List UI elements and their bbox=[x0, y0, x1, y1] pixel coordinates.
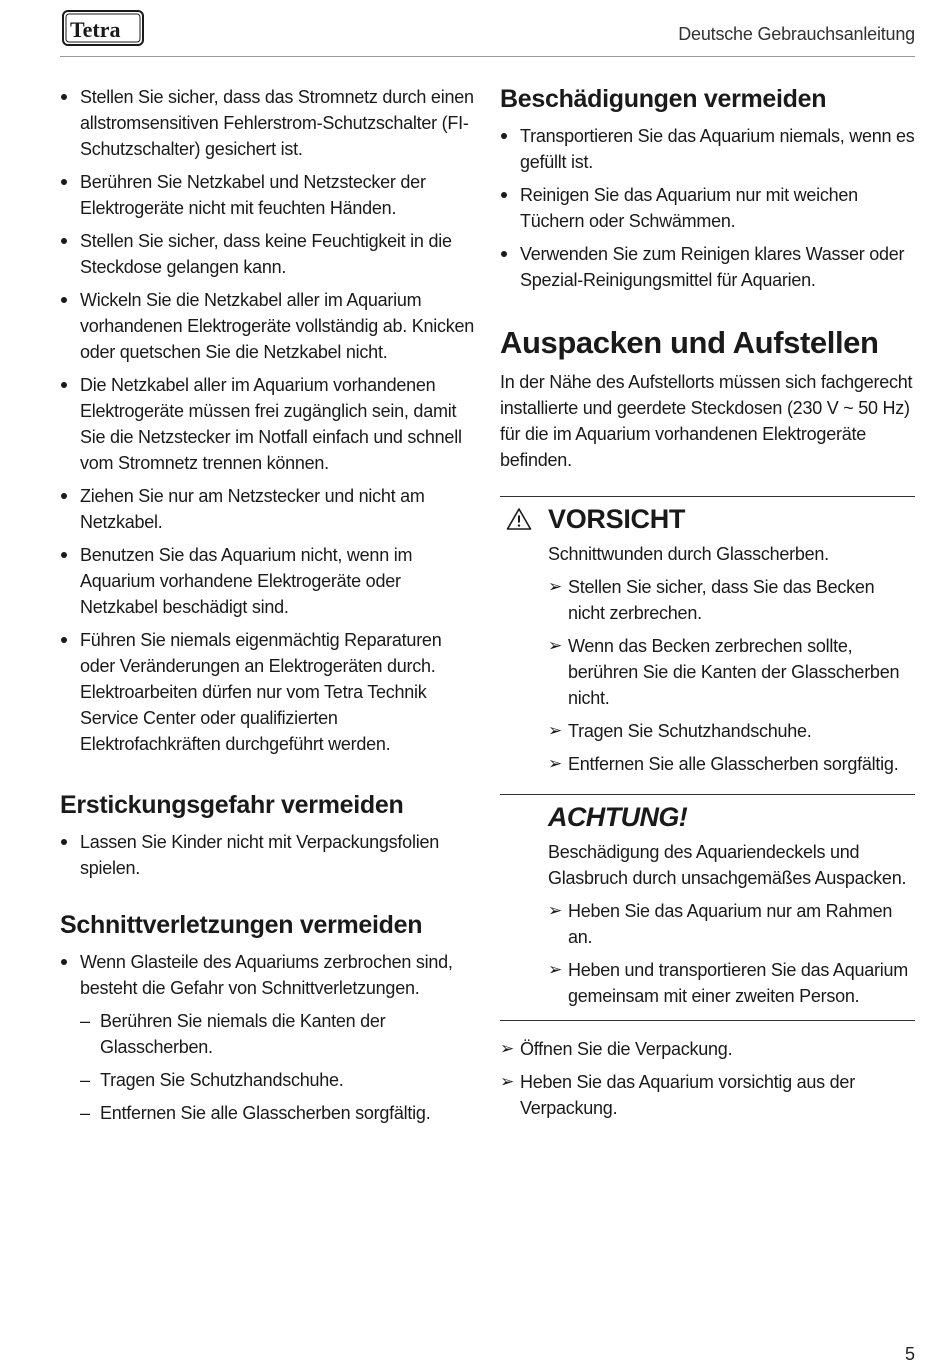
page-header bbox=[60, 8, 915, 57]
damage-list bbox=[500, 123, 915, 293]
right-column bbox=[500, 84, 915, 1128]
logo-wordmark: Tetra bbox=[70, 17, 121, 42]
document-title: Deutsche Gebrauchsanleitung bbox=[678, 24, 915, 44]
list-item: ➢ Wenn das Becken zerbrechen sollte, berühren Sie die Kanten der Glasscherben nicht. bbox=[548, 633, 915, 711]
list-item: Transportieren Sie das Aquarium niemals, wenn es gefüllt ist. bbox=[500, 123, 915, 175]
list-item: Stellen Sie sicher, dass keine Feuchtigkeit in die Steckdose gelangen kann. bbox=[60, 228, 478, 280]
list-item: Die Netzkabel aller im Aquarium vorhandenen Elektrogeräte müssen frei zugänglich sein, damit Sie die Netzstecker im Notfall einfach und schnell vom Stromnetz trennen können. bbox=[60, 372, 478, 476]
list-item: – Entfernen Sie alle Glasscherben sorgfältig. bbox=[60, 1100, 478, 1126]
warning-triangle-icon bbox=[506, 507, 532, 531]
list-item: Wenn Glasteile des Aquariums zerbrochen sind, besteht die Gefahr von Schnittverletzungen. bbox=[60, 949, 478, 1001]
electrical-safety-list bbox=[60, 84, 478, 757]
list-item: ➢ Stellen Sie sicher, dass Sie das Becken nicht zerbrechen. bbox=[548, 574, 915, 626]
unpack-text: In der Nähe des Aufstellorts müssen sich fachgerecht installierte und geerdete Steckdosen (230 V ~ 50 Hz) für die im Aquarium vorhandenen Elektrogeräte befinden. bbox=[500, 372, 913, 470]
suffocation-heading: Erstickungsgefahr vermeiden bbox=[60, 791, 404, 819]
page-number: 5 bbox=[904, 1344, 915, 1364]
caution-text: Schnittwunden durch Glasscherben. bbox=[548, 544, 829, 564]
list-item: Verwenden Sie zum Reinigen klares Wasser oder Spezial-Reinigungsmittel für Aquarien. bbox=[500, 241, 915, 293]
list-item: Ziehen Sie nur am Netzstecker und nicht am Netzkabel. bbox=[60, 483, 478, 535]
list-item: ➢ Öffnen Sie die Verpackung. bbox=[500, 1036, 915, 1062]
list-item: – Tragen Sie Schutzhandschuhe. bbox=[60, 1067, 478, 1093]
list-item: Stellen Sie sicher, dass das Stromnetz durch einen allstromsensitiven Fehlerstrom-Schutzschalter (FI-Schutzschalter) gesichert ist. bbox=[60, 84, 478, 162]
list-item: – Berühren Sie niemals die Kanten der Glasscherben. bbox=[60, 1008, 478, 1060]
caution-box bbox=[500, 496, 915, 788]
cuts-heading: Schnittverletzungen vermeiden bbox=[60, 911, 423, 939]
list-item: Reinigen Sie das Aquarium nur mit weichen Tüchern oder Schwämmen. bbox=[500, 182, 915, 234]
attention-title: ACHTUNG! bbox=[548, 802, 688, 832]
list-item: Wickeln Sie die Netzkabel aller im Aquarium vorhandenen Elektrogeräte vollständig ab. Knicken oder quetschen Sie die Netzkabel nicht. bbox=[60, 287, 478, 365]
list-item: ➢ Heben und transportieren Sie das Aquarium gemeinsam mit einer zweiten Person. bbox=[548, 957, 915, 1009]
left-column bbox=[60, 84, 478, 1133]
attention-steps bbox=[548, 898, 915, 1009]
list-item: ➢ Tragen Sie Schutzhandschuhe. bbox=[548, 718, 915, 744]
list-item: ➢ Heben Sie das Aquarium vorsichtig aus der Verpackung. bbox=[500, 1069, 915, 1121]
attention-text: Beschädigung des Aquariendeckels und Glasbruch durch unsachgemäßes Auspacken. bbox=[548, 842, 907, 888]
damage-heading: Beschädigungen vermeiden bbox=[500, 85, 827, 113]
unpack-heading: Auspacken und Aufstellen bbox=[500, 325, 879, 360]
cuts-sublist bbox=[60, 1008, 478, 1126]
list-item: ➢ Heben Sie das Aquarium nur am Rahmen an. bbox=[548, 898, 915, 950]
tetra-logo bbox=[62, 10, 144, 46]
suffocation-list bbox=[60, 829, 478, 881]
list-item: Führen Sie niemals eigenmächtig Reparaturen oder Veränderungen an Elektrogeräten durch. Elektroarbeiten dürfen nur vom Tetra Technik Service Center oder qualifizierten Elektrofachkräften durchgeführt werden. bbox=[60, 627, 478, 757]
cuts-list bbox=[60, 949, 478, 1001]
caution-title: VORSICHT bbox=[548, 504, 686, 534]
caution-steps bbox=[548, 574, 915, 777]
list-item: ➢ Entfernen Sie alle Glasscherben sorgfältig. bbox=[548, 751, 915, 777]
list-item: Lassen Sie Kinder nicht mit Verpackungsfolien spielen. bbox=[60, 829, 478, 881]
list-item: Benutzen Sie das Aquarium nicht, wenn im Aquarium vorhandene Elektrogeräte oder Netzkabel beschädigt sind. bbox=[60, 542, 478, 620]
list-item: Berühren Sie Netzkabel und Netzstecker der Elektrogeräte nicht mit feuchten Händen. bbox=[60, 169, 478, 221]
attention-box bbox=[500, 794, 915, 1021]
unpack-steps bbox=[500, 1036, 915, 1121]
